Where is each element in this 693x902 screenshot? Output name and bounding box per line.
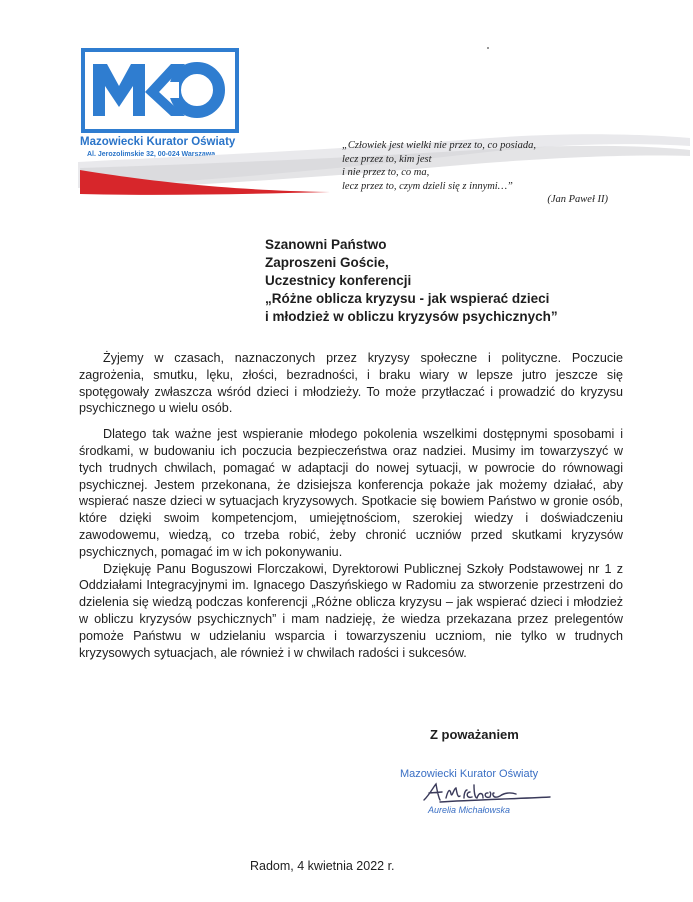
org-address: Al. Jerozolimskie 32, 00-024 Warszawa	[87, 151, 216, 158]
salutation-line: Zaproszeni Goście,	[265, 255, 389, 270]
quote-author: (Jan Paweł II)	[547, 194, 608, 205]
body-paragraph: Dlatego tak ważne jest wspieranie młodego pokolenia wszelkimi dostępnymi sposobami i środkami, w budowaniu ich poczucia bezpieczeństwa oraz nadziei. Musimy im towarzyszyć w tych trudnych chwilach, pomagać w adaptacji do nowej sytuacji, w powrocie do równowagi psychicznej. Jestem przekonana, że dzisiejsza konferencja pokaże jak możemy działać, aby wspierać nasze dzieci w sytuacjach kryzysowych. Spotkacie się bowiem Państwo w gronie osób, które dzięki swoim kompetencjom, umiejętnościom, szerokiej wiedzy i doświadczeniu zawodowemu, wiedzą, co trzeba robić, żeby chronić uczniów przed skutkami kryzysów psychicznych, pomagać im w ich pokonywaniu.	[79, 427, 623, 559]
mko-logo-mark	[85, 52, 235, 129]
quote-line: „Człowiek jest wielki nie przez to, co posiada,	[342, 140, 536, 151]
closing: Z poważaniem	[430, 727, 519, 742]
place-and-date: Radom, 4 kwietnia 2022 r.	[250, 859, 395, 873]
org-name: Mazowiecki Kurator Oświaty	[80, 136, 236, 148]
letter-body	[79, 350, 623, 670]
signatory-title: Mazowiecki Kurator Oświaty	[400, 768, 539, 780]
body-paragraph: Dziękuję Panu Boguszowi Florczakowi, Dyrektorowi Publicznej Szkoły Podstawowej nr 1 z Oddziałami Integracyjnymi im. Ignacego Daszyńskiego w Radomiu za stworzenie przestrzeni do dzielenia się wiedzą podczas konferencji „Różne oblicza kryzysu – jak wspierać dzieci i młodzież w obliczu kryzysów psychicznych” i mam nadzieję, że wiedza przekazana przez prelegentów pomoże Państwu w udzielaniu wsparcia i towarzyszeniu uczniom, nie tylko w trudnych kryzysowych sytuacjach, ale również i w chwilach radości i sukcesów.	[79, 561, 623, 660]
salutation-line: i młodzież w obliczu kryzysów psychicznych”	[265, 309, 558, 324]
salutation-line: „Różne oblicza kryzysu - jak wspierać dzieci	[265, 291, 550, 306]
body-paragraph: Żyjemy w czasach, naznaczonych przez kryzysy społeczne i polityczne. Poczucie zagrożenia, smutku, lęku, złości, bezradności, i braku wiary w lepsze jutro jeszcze się spotęgowały zwłaszcza wśród dzieci i młodzieży. To może przytłaczać i prowadzić do kryzysu psychicznego u wielu osób.	[79, 351, 623, 416]
salutation	[265, 236, 665, 326]
quote-line: lecz przez to, kim jest	[342, 153, 432, 165]
quote-line: lecz przez to, czym dzieli się z innymi…”	[342, 180, 513, 192]
handwritten-signature	[420, 780, 560, 806]
salutation-line: Szanowni Państwo	[265, 237, 387, 252]
quote-line: i nie przez to, co ma,	[342, 167, 430, 178]
speck	[487, 47, 489, 49]
signatory-name: Aurelia Michałowska	[428, 805, 511, 815]
salutation-line: Uczestnicy konferencji	[265, 273, 412, 288]
motto-quote	[342, 139, 612, 207]
